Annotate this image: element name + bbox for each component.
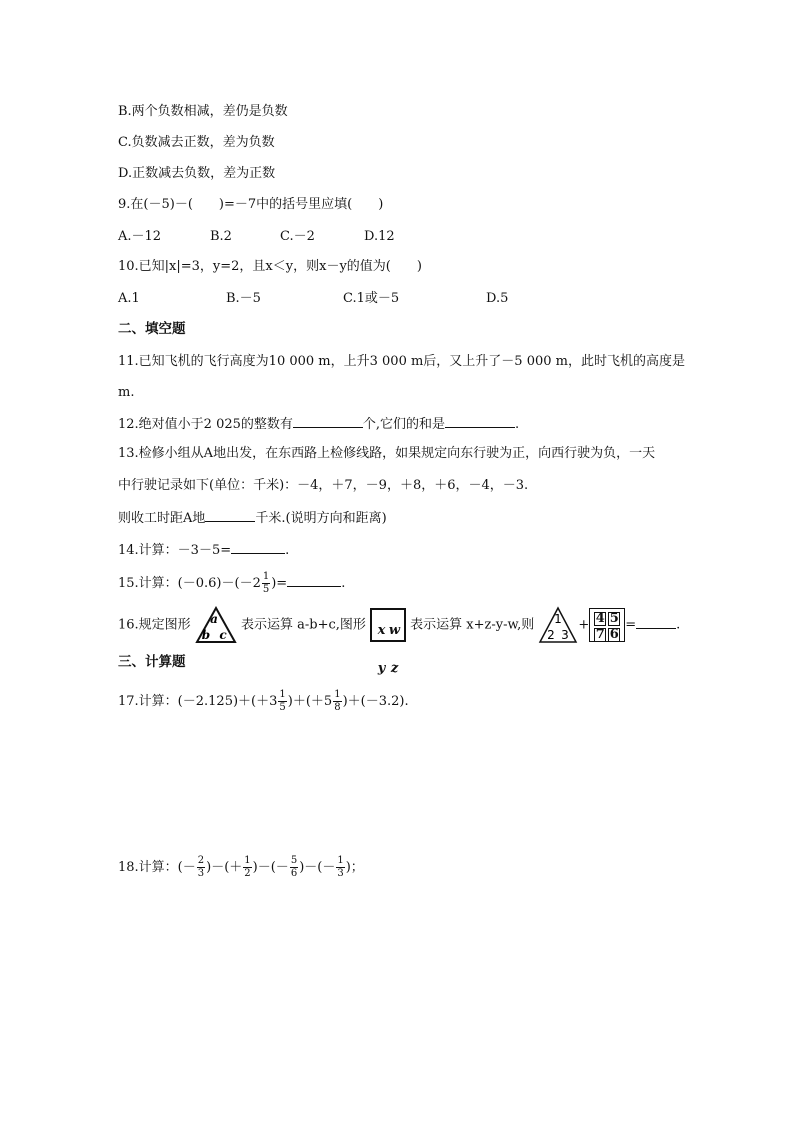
q10-option-d: D.5 — [486, 291, 509, 306]
question-13-line2: 中行驶记录如下(单位：千米)：－4，＋7，－9，＋8，＋6，－4，－3. — [118, 478, 529, 493]
option-c-line: C.负数减去正数，差为负数 — [118, 135, 275, 150]
tri-label-b: b — [201, 628, 211, 642]
question-12: 12.绝对值小于2 025的整数有 个,它们的和是 . — [118, 417, 520, 432]
tri2-label-top: 1 — [554, 612, 563, 626]
q9-option-b: B.2 — [210, 229, 232, 244]
question-18: 18.计算：(－ $\frac{2}{3}$ )－(＋ $\frac{1}{2}$ )－(－ $\frac{5}{6}$ )－(－ $\frac{1}{3}$ )； — [118, 855, 364, 879]
fraction: $\frac{1}{5}$ — [279, 689, 286, 713]
question-9: 9.在(－5)－( )=－7中的括号里应填( ) — [118, 197, 384, 212]
question-11-line2: m. — [118, 385, 135, 400]
question-16: 16.规定图形 a b c 表示运算 a-b+c,图形 x w y z 表示运算 x+z-y-w,则 1 2 3 + 4 5 7 6 = . — [118, 606, 680, 645]
question-14: 14.计算：－3－5= . — [118, 543, 290, 558]
q9-option-a: A.－12 — [118, 229, 162, 244]
section-fill-in-heading: 二、填空题 — [118, 321, 186, 337]
option-d-line: D.正数减去负数，差为正数 — [118, 166, 276, 181]
fraction: $\frac{5}{6}$ — [290, 855, 298, 879]
q10-option-c: C.1或－5 — [343, 291, 400, 306]
triangle-figure-123 — [538, 606, 578, 645]
tri-label-a: a — [209, 612, 218, 626]
q14-blank[interactable] — [231, 542, 285, 554]
triangle-figure-abc — [195, 606, 237, 645]
question-17: 17.计算：(－2.125)＋(＋3 $\frac{1}{5}$ )＋(＋5 $\frac{1}{8}$ )＋(－3.2). — [118, 689, 409, 713]
option-b-line: B.两个负数相减，差仍是负数 — [118, 104, 288, 119]
question-10: 10.已知|x|=3，y=2，且x＜y，则x－y的值为( ) — [118, 259, 422, 274]
q16-blank[interactable] — [636, 617, 676, 629]
fraction: $\frac{1}{8}$ — [334, 689, 341, 713]
q15-blank[interactable] — [287, 575, 341, 587]
fraction: $\frac{1}{2}$ — [244, 855, 251, 879]
question-15: 15.计算：(－0.6)－(－2 $\frac{1}{5}$ )= . — [118, 571, 346, 595]
section-calc-heading: 三、计算题 — [118, 654, 186, 670]
fraction: $\frac{1}{5}$ — [262, 571, 270, 595]
square-figure-4576: 4 5 7 6 — [589, 608, 625, 642]
tri-label-c: c — [219, 628, 227, 642]
q12-blank-sum[interactable] — [445, 416, 515, 428]
square-figure-xwyz: x w y z — [370, 608, 406, 642]
q9-option-c: C.－2 — [280, 229, 315, 244]
question-13-line1: 13.检修小组从A地出发，在东西路上检修线路，如果规定向东行驶为正，向西行驶为负，一天 — [118, 446, 656, 461]
tri2-label-right: 3 — [561, 628, 570, 642]
q12-blank-count[interactable] — [293, 416, 363, 428]
question-13-line3: 则收工时距A地 千米.(说明方向和距离) — [118, 511, 387, 526]
fraction: $\frac{1}{3}$ — [337, 855, 344, 879]
fraction: $\frac{2}{3}$ — [197, 855, 205, 879]
q9-option-d: D.12 — [364, 229, 395, 244]
tri2-label-left: 2 — [547, 628, 556, 642]
q10-option-b: B.－5 — [226, 291, 261, 306]
q10-option-a: A.1 — [118, 291, 140, 306]
q13-blank[interactable] — [205, 510, 255, 522]
question-11-line1: 11.已知飞机的飞行高度为10 000 m，上升3 000 m后，又上升了－5 000 m，此时飞机的高度是 — [118, 354, 685, 369]
